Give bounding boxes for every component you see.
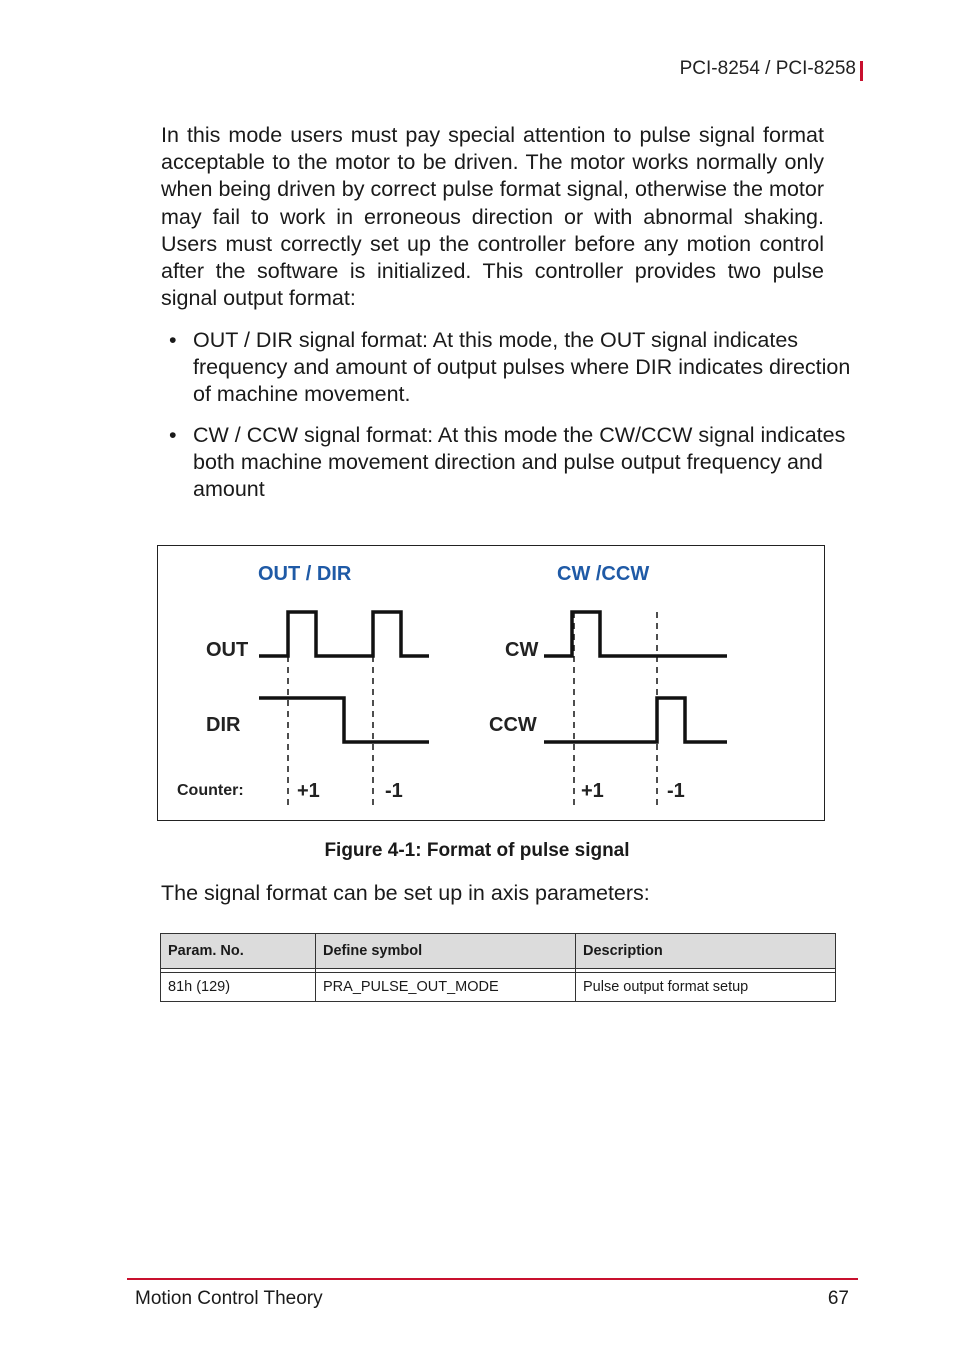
count-minus-left: -1 [385,780,403,802]
count-plus-left: +1 [297,780,320,802]
waveform-ccw [544,698,727,742]
table-header-row [161,934,836,969]
figure-caption: Figure 4-1: Format of pulse signal [324,840,630,861]
count-minus-right: -1 [667,780,685,802]
page-number: 67 [827,1288,849,1309]
label-dir: DIR [206,714,241,736]
footer-rule [127,1278,858,1280]
title-out-dir: OUT / DIR [258,563,352,585]
cell-define-symbol: PRA_PULSE_OUT_MODE [316,973,576,1002]
header-param-no: Param. No. [161,934,316,969]
cell-description: Pulse output format setup [576,973,836,1002]
bullet-text: OUT / DIR signal format: At this mode, the OUT signal indicates frequency and amount of output pulses where DIR indicates direction of machine movement. [193,328,851,407]
table-row [161,973,836,1002]
bullet-text: CW / CCW signal format: At this mode the CW/CCW signal indicates both machine movement direction and pulse output frequency and amount [193,422,846,502]
waveform-out [259,612,429,656]
label-cw: CW [505,639,539,661]
waveform-cw [544,612,727,656]
header-define-symbol: Define symbol [316,934,576,969]
label-counter: Counter: [177,782,244,799]
bullet-out-dir [161,327,851,409]
cell-param-no: 81h (129) [161,973,316,1002]
param-table [160,933,836,1002]
pulse-diagram [158,546,826,822]
running-header: PCI-8254 / PCI-8258 [679,58,856,79]
header-accent-bar [860,61,863,81]
bullet-dot-icon: • [169,328,177,352]
pulse-format-figure [157,545,825,821]
footer-section-title: Motion Control Theory [135,1288,323,1309]
bullet-dot-icon: • [169,422,177,447]
format-bullet-list [161,327,851,516]
table-intro-text: The signal format can be set up in axis parameters: [161,881,650,905]
label-ccw: CCW [489,714,537,736]
waveform-dir [259,698,429,742]
title-cw-ccw: CW /CCW [557,563,650,585]
count-plus-right: +1 [581,780,604,802]
label-out: OUT [206,639,249,661]
intro-paragraph: In this mode users must pay special attention to pulse signal format acceptable to the motor to be driven. The motor works normally only when being driven by correct pulse format signal, otherwise the motor may fail to work in erroneous direction or with abnormal shaking. Users must correctly set up the controller before any motion control after the software is initialized. This controller provides two pulse signal output format: [161,123,824,311]
bullet-cw-ccw [161,422,851,504]
header-description: Description [576,934,836,969]
